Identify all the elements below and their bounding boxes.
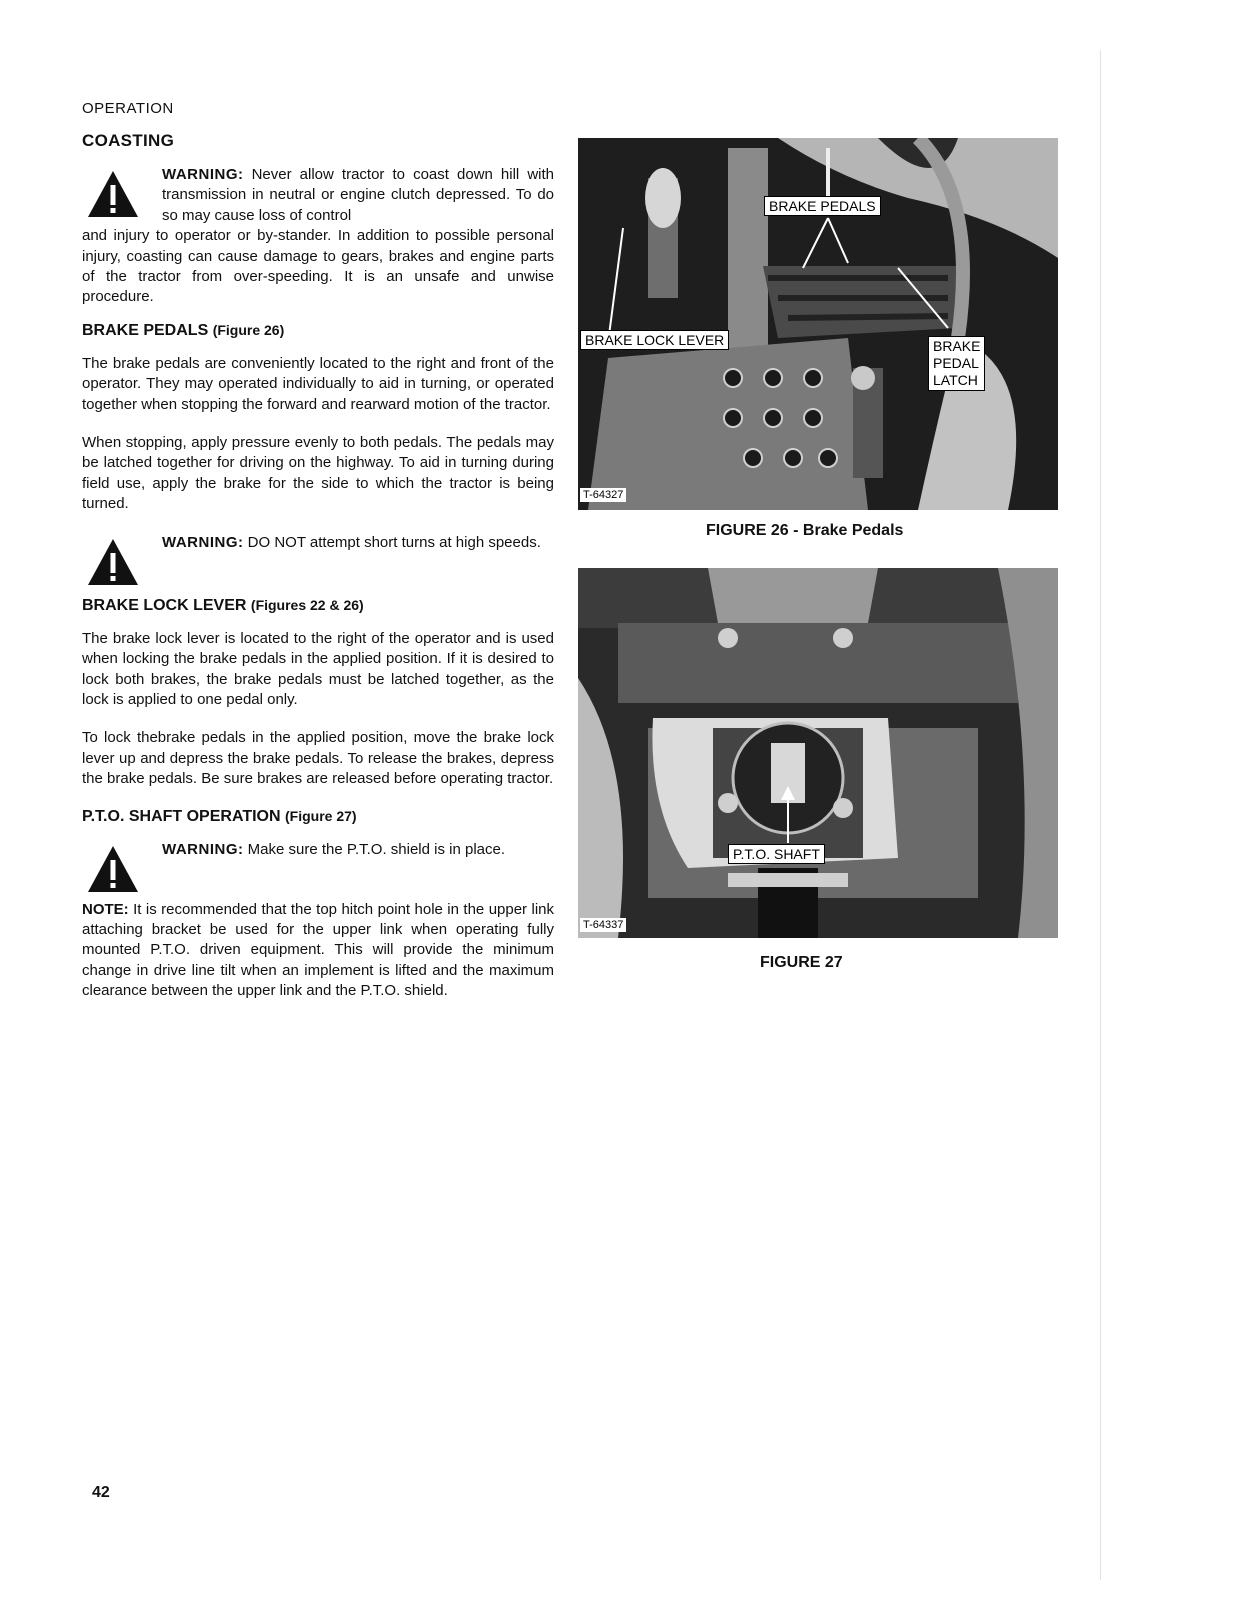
warning-text: Make sure the P.T.O. shield is in place.: [247, 840, 506, 858]
brake-pedals-paragraph-1: The brake pedals are conveniently located to the right and front of the operator. They may operated individually to aid in turning, or operated together when stopping the forward and rearward motion of the tractor.: [82, 354, 554, 413]
warning-triangle-icon: [86, 169, 140, 219]
figure-27-photo: [578, 568, 1058, 938]
brake-pedals-illustration: [578, 138, 1058, 510]
warning-label: WARNING:: [162, 533, 244, 551]
pto-heading: P.T.O. SHAFT OPERATION (Figure 27): [82, 807, 357, 825]
pto-warning-body: [82, 840, 554, 860]
warning-text: Never allow tractor to coast down hill with transmission in neutral or engine clutch depressed. To do so may cause loss of control: [162, 166, 554, 224]
figure-code: T-64337: [580, 918, 626, 932]
coasting-heading: COASTING: [82, 131, 175, 150]
figure-code: T-64327: [580, 488, 626, 502]
coasting-warning-head: [82, 165, 554, 226]
figure-26-caption: FIGURE 26 - Brake Pedals: [706, 522, 904, 539]
turns-warning: [82, 533, 554, 583]
pto-warning: [82, 840, 554, 890]
page-number: 42: [92, 1484, 110, 1501]
warning-triangle-icon: [86, 537, 140, 587]
page-edge-rule: [1100, 50, 1101, 1580]
pto-note: NOTE: It is recommended that the top hitch point hole in the upper link attaching bracket be used for the upper link when operating fully mounted P.T.O. driven equipment. This will provide the minimum change in drive line tilt when an implement is lifted and the maximum clearance between the upper link and the P.T.O. shield.: [82, 900, 554, 1000]
brake-pedals-heading: BRAKE PEDALS (Figure 26): [82, 321, 285, 339]
warning-text-continued: and injury to operator or by-stander. In addition to possible personal injury, coasting can cause damage to gears, brakes and engine parts of the tractor from over-speeding. It is an unsafe and unwise procedure.: [82, 227, 554, 306]
label-pto-shaft: P.T.O. SHAFT: [728, 844, 825, 864]
brake-lock-paragraph-1: The brake lock lever is located to the right of the operator and is used when locking the brake pedals in the applied position. If it is desired to lock both brakes, the brake pedals must be latched together, as the lock is applied to one pedal only.: [82, 629, 554, 708]
warning-triangle-icon: [86, 844, 140, 894]
warning-label: WARNING:: [162, 166, 244, 183]
warning-text: DO NOT attempt short turns at high speeds.: [247, 533, 541, 551]
brake-lock-heading: BRAKE LOCK LEVER (Figures 22 & 26): [82, 596, 364, 614]
label-brake-pedal-latch: BRAKE PEDAL LATCH: [928, 336, 985, 391]
brake-pedals-paragraph-2: When stopping, apply pressure evenly to both pedals. The pedals may be latched together for driving on the highway. To aid in turning during field use, apply the brake for the side to which the tractor is being turned.: [82, 434, 554, 513]
section-header: OPERATION: [82, 100, 174, 117]
figure-26-photo: [578, 138, 1058, 510]
label-brake-pedals: BRAKE PEDALS: [764, 196, 881, 216]
coasting-warning: [82, 165, 554, 308]
text-column: [82, 100, 554, 1020]
pto-shaft-illustration: [578, 568, 1058, 938]
figure-27-caption: FIGURE 27: [760, 954, 843, 971]
turns-warning-body: [82, 533, 554, 553]
label-brake-lock-lever: BRAKE LOCK LEVER: [580, 330, 729, 350]
brake-lock-paragraph-2: To lock thebrake pedals in the applied position, move the brake lock lever up and depress the brake pedals. To release the brakes, depress the brake pedals. Be sure brakes are released before operating tractor.: [82, 729, 554, 788]
warning-label: WARNING:: [162, 840, 244, 858]
